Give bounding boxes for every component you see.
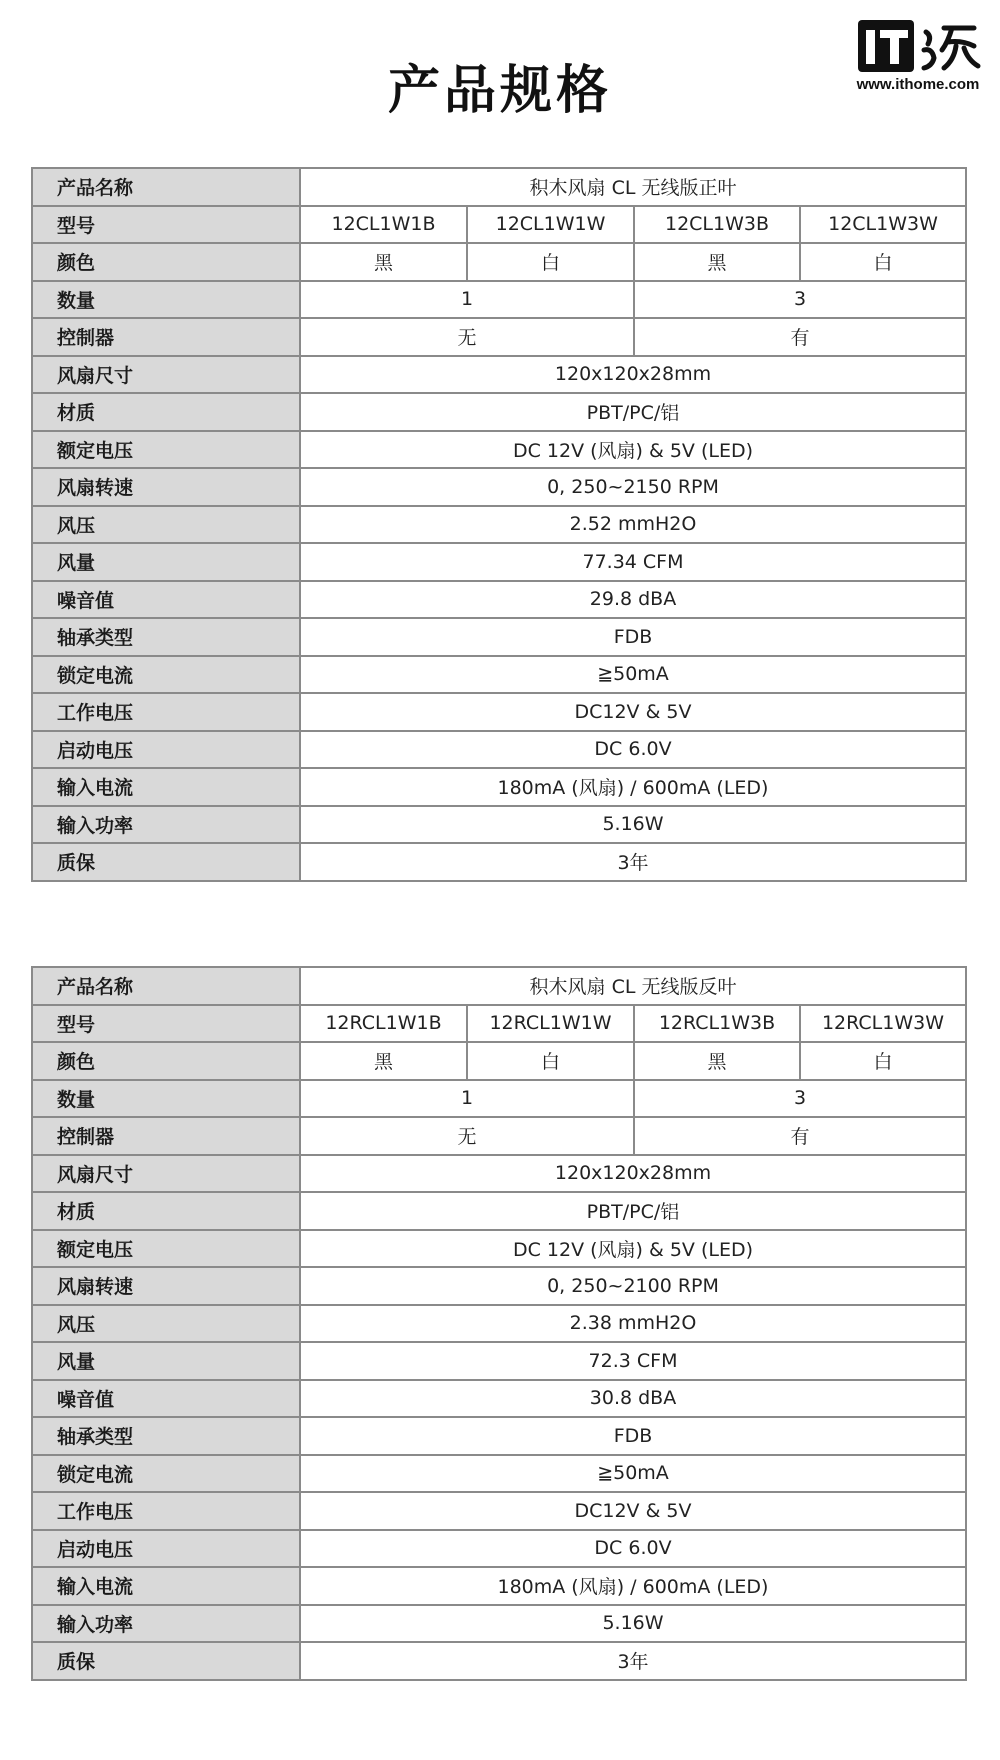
quantity-cell: 1	[300, 281, 634, 319]
spec-value: 5.16W	[300, 806, 966, 844]
table-row	[32, 356, 966, 394]
spec-value: FDB	[300, 618, 966, 656]
table-row	[32, 768, 966, 806]
model-cell: 12RCL1W1B	[300, 1005, 467, 1043]
row-label: 噪音值	[32, 581, 300, 619]
row-label: 质保	[32, 843, 300, 881]
table-row	[32, 731, 966, 769]
color-cell: 黑	[634, 243, 800, 281]
spec-value: 2.38 mmH2O	[300, 1305, 966, 1343]
spec-value: ≧50mA	[300, 656, 966, 694]
row-label: 额定电压	[32, 1230, 300, 1268]
spec-value: PBT/PC/铝	[300, 1192, 966, 1230]
table-row	[32, 967, 966, 1005]
spec-value: 30.8 dBA	[300, 1380, 966, 1418]
spec-value: FDB	[300, 1417, 966, 1455]
row-label: 输入电流	[32, 768, 300, 806]
table-row	[32, 431, 966, 469]
row-label: 型号	[32, 206, 300, 244]
quantity-cell: 3	[634, 1080, 966, 1118]
row-label: 轴承类型	[32, 618, 300, 656]
spec-value: 3年	[300, 843, 966, 881]
table-row	[32, 318, 966, 356]
spec-value: DC12V & 5V	[300, 1492, 966, 1530]
page-title: 产品规格	[387, 61, 612, 121]
spec-value: ≧50mA	[300, 1455, 966, 1493]
spec-value: DC 6.0V	[300, 1530, 966, 1568]
table-row	[32, 1380, 966, 1418]
controller-cell: 无	[300, 1117, 634, 1155]
model-cell: 12CL1W1B	[300, 206, 467, 244]
row-label: 控制器	[32, 318, 300, 356]
spec-table-reverse-blade	[31, 966, 967, 1681]
spec-value: 5.16W	[300, 1605, 966, 1643]
model-cell: 12CL1W1W	[467, 206, 634, 244]
row-label: 产品名称	[32, 168, 300, 206]
table-row	[32, 1342, 966, 1380]
table-row	[32, 206, 966, 244]
row-label: 工作电压	[32, 1492, 300, 1530]
model-cell: 12RCL1W1W	[467, 1005, 634, 1043]
color-cell: 黑	[634, 1042, 800, 1080]
table-row	[32, 1042, 966, 1080]
row-label: 产品名称	[32, 967, 300, 1005]
spec-value: 3年	[300, 1642, 966, 1680]
table-row	[32, 243, 966, 281]
row-label: 工作电压	[32, 693, 300, 731]
quantity-cell: 3	[634, 281, 966, 319]
row-label: 额定电压	[32, 431, 300, 469]
color-cell: 白	[467, 1042, 634, 1080]
row-label: 质保	[32, 1642, 300, 1680]
product-name: 积木风扇 CL 无线版反叶	[300, 967, 966, 1005]
table-row	[32, 1005, 966, 1043]
table-row	[32, 581, 966, 619]
row-label: 风扇尺寸	[32, 356, 300, 394]
model-cell: 12CL1W3B	[634, 206, 800, 244]
row-label: 颜色	[32, 243, 300, 281]
spec-value: DC12V & 5V	[300, 693, 966, 731]
product-name: 积木风扇 CL 无线版正叶	[300, 168, 966, 206]
table-row	[32, 1192, 966, 1230]
row-label: 风扇转速	[32, 1267, 300, 1305]
table-row	[32, 1155, 966, 1193]
spec-value: 120x120x28mm	[300, 1155, 966, 1193]
spec-value: 2.52 mmH2O	[300, 506, 966, 544]
row-label: 启动电压	[32, 1530, 300, 1568]
table-row	[32, 1117, 966, 1155]
color-cell: 黑	[300, 243, 467, 281]
table-row	[32, 1530, 966, 1568]
spec-value: DC 6.0V	[300, 731, 966, 769]
row-label: 输入电流	[32, 1567, 300, 1605]
spec-table-forward-blade	[31, 167, 967, 882]
table-row	[32, 618, 966, 656]
row-label: 风扇尺寸	[32, 1155, 300, 1193]
controller-cell: 无	[300, 318, 634, 356]
table-row	[32, 843, 966, 881]
table-row	[32, 656, 966, 694]
row-label: 轴承类型	[32, 1417, 300, 1455]
quantity-cell: 1	[300, 1080, 634, 1118]
model-cell: 12CL1W3W	[800, 206, 966, 244]
table-row	[32, 1267, 966, 1305]
table-row	[32, 506, 966, 544]
spec-value: 29.8 dBA	[300, 581, 966, 619]
table-row	[32, 1080, 966, 1118]
row-label: 材质	[32, 393, 300, 431]
row-label: 启动电压	[32, 731, 300, 769]
spec-value: 180mA (风扇) / 600mA (LED)	[300, 1567, 966, 1605]
table-row	[32, 1305, 966, 1343]
row-label: 数量	[32, 281, 300, 319]
table-row	[32, 1642, 966, 1680]
row-label: 风量	[32, 1342, 300, 1380]
row-label: 输入功率	[32, 806, 300, 844]
row-label: 风压	[32, 506, 300, 544]
row-label: 噪音值	[32, 1380, 300, 1418]
table-row	[32, 1567, 966, 1605]
row-label: 控制器	[32, 1117, 300, 1155]
table-row	[32, 806, 966, 844]
spec-value: 120x120x28mm	[300, 356, 966, 394]
row-label: 颜色	[32, 1042, 300, 1080]
color-cell: 白	[800, 243, 966, 281]
table-row	[32, 1492, 966, 1530]
watermark-url: www.ithome.com	[856, 76, 980, 93]
spec-value: PBT/PC/铝	[300, 393, 966, 431]
color-cell: 黑	[300, 1042, 467, 1080]
row-label: 锁定电流	[32, 656, 300, 694]
table-row	[32, 281, 966, 319]
controller-cell: 有	[634, 318, 966, 356]
controller-cell: 有	[634, 1117, 966, 1155]
row-label: 风量	[32, 543, 300, 581]
row-label: 风压	[32, 1305, 300, 1343]
spec-value: DC 12V (风扇) & 5V (LED)	[300, 1230, 966, 1268]
model-cell: 12RCL1W3W	[800, 1005, 966, 1043]
spec-value: 180mA (风扇) / 600mA (LED)	[300, 768, 966, 806]
color-cell: 白	[467, 243, 634, 281]
table-row	[32, 543, 966, 581]
table-row	[32, 1605, 966, 1643]
row-label: 型号	[32, 1005, 300, 1043]
table-row	[32, 393, 966, 431]
row-label: 锁定电流	[32, 1455, 300, 1493]
table-row	[32, 1455, 966, 1493]
row-label: 输入功率	[32, 1605, 300, 1643]
color-cell: 白	[800, 1042, 966, 1080]
spec-value: 0, 250~2100 RPM	[300, 1267, 966, 1305]
spec-value: 72.3 CFM	[300, 1342, 966, 1380]
spec-value: DC 12V (风扇) & 5V (LED)	[300, 431, 966, 469]
table-row	[32, 468, 966, 506]
model-cell: 12RCL1W3B	[634, 1005, 800, 1043]
row-label: 数量	[32, 1080, 300, 1118]
spec-value: 0, 250~2150 RPM	[300, 468, 966, 506]
table-row	[32, 1230, 966, 1268]
table-row	[32, 168, 966, 206]
table-row	[32, 1417, 966, 1455]
row-label: 材质	[32, 1192, 300, 1230]
table-row	[32, 693, 966, 731]
spec-value: 77.34 CFM	[300, 543, 966, 581]
row-label: 风扇转速	[32, 468, 300, 506]
